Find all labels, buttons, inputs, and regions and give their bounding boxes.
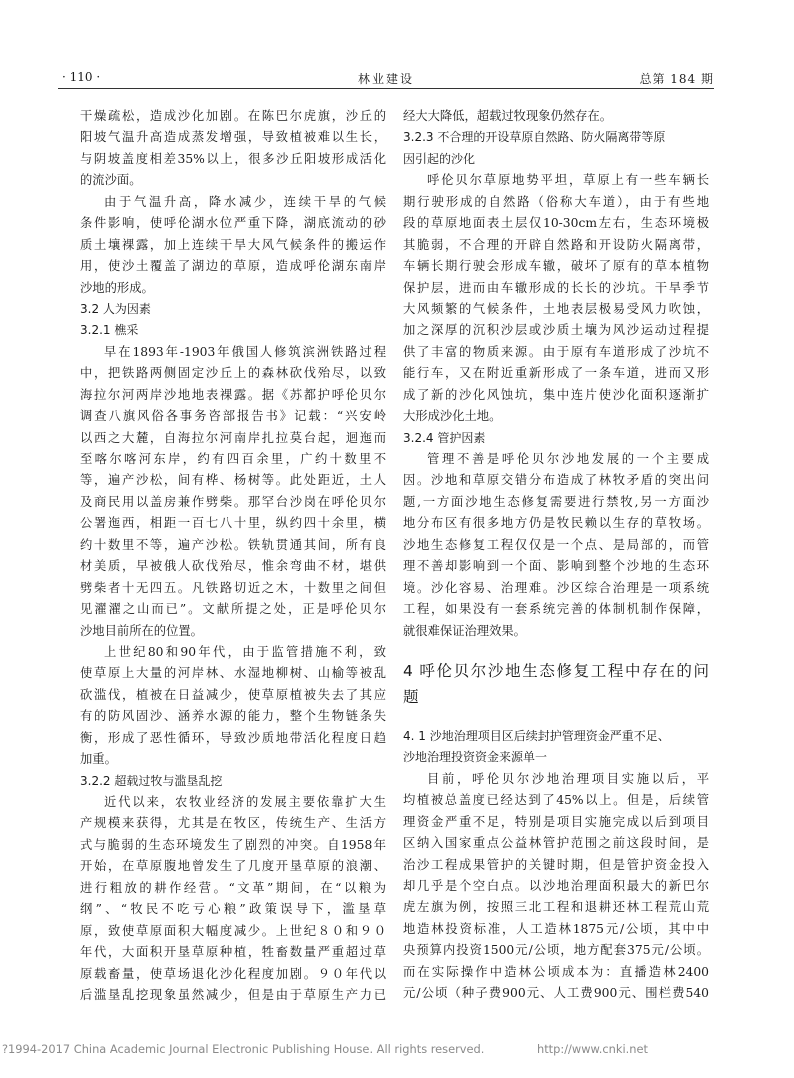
text-line: 与阴坡盖度相差35%以上，很多沙丘阳坡形成活化 <box>80 151 386 166</box>
subsection-heading: 3.2.1 樵采 <box>80 323 139 338</box>
text-line: 材美质，早被俄人砍伐殆尽，惟余弯曲不材，堪供 <box>80 559 386 574</box>
text-line: 其脆弱，不合理的开辟自然路和开设防火隔离带， <box>403 237 709 252</box>
journal-name: 林业建设 <box>357 72 414 86</box>
running-header <box>58 66 714 89</box>
text-line: 呼伦贝尔草原地势平坦，草原上有一些车辆长 <box>427 173 709 188</box>
text-line: 区纳入国家重点公益林管护范围之前这段时间，是 <box>403 836 709 851</box>
text-line: 治沙工程成果管护的关键时期，但是管护资金投入 <box>403 857 709 872</box>
subsection-heading: 3.2.2 超载过牧与滥垦乱挖 <box>80 773 223 788</box>
text-line: 阳坡气温升高造成蒸发增强，导致植被难以生长， <box>80 130 386 145</box>
text-line: 砍滥伐，植被在日益减少，使草原植被失去了其应 <box>80 687 386 702</box>
text-line: 开始，在草原腹地曾发生了几度开垦草原的浪潮、 <box>80 859 386 874</box>
text-line: 题,一方面沙地生态修复需要进行禁牧,另一方面沙 <box>403 494 709 509</box>
text-line: 纲”、“牧民不吃亏心粮”政策误导下，滥垦草 <box>80 902 386 917</box>
text-line: 后滥垦乱挖现象虽然减少，但是由于草原生产力已 <box>80 987 386 1002</box>
text-line: 中，把铁路两侧固定沙丘上的森林砍伐殆尽，以致 <box>80 366 386 381</box>
text-line: 管理不善是呼伦贝尔沙地发展的一个主要成 <box>427 452 709 466</box>
text-line: 地造林投资标准，人工造林1875元/公顷，其中中 <box>403 921 709 936</box>
subsection-heading: 4. 1 沙地治理项目区后续封护管理资金严重不足、 <box>403 728 670 743</box>
text-line: 年代，大面积开垦草原种植，牲畜数量严重超过草 <box>80 945 386 960</box>
text-line: 式与脆弱的生态环境发生了剧烈的冲突。自1958年 <box>80 837 386 852</box>
spacer <box>403 710 709 726</box>
text-line: 用，使沙土覆盖了湖边的草原，造成呼伦湖东南岸 <box>80 259 386 274</box>
text-line: 供了丰富的物质来源。由于原有车道形成了沙坑不 <box>403 344 709 359</box>
text-line: 沙地目前所在的位置。 <box>80 623 203 638</box>
subsection-heading: 3.2 人为因素 <box>80 301 151 316</box>
section-heading: 4 呼伦贝尔沙地生态修复工程中存在的问 <box>403 661 709 680</box>
text-line: 工程，如果没有一套系统完善的体制机制作保障， <box>403 602 709 617</box>
text-line: 能行车，又在附近重新形成了一条车道，进而又形 <box>403 366 709 381</box>
text-line: 的流沙面。 <box>80 173 142 188</box>
left-column <box>80 106 386 1006</box>
text-line: 沙地生态修复工程仅仅是一个点、是局部的，而管 <box>403 537 709 552</box>
text-line: 因。沙地和草原交错分布造成了林牧矛盾的突出问 <box>403 473 709 488</box>
page-number: · 110 · <box>62 70 101 84</box>
text-line: 加重。 <box>80 752 117 767</box>
text-line: 进行粗放的耕作经营。“文革”期间，在“以粮为 <box>80 880 386 895</box>
spacer <box>403 642 709 658</box>
copyright-notice: ?1994-2017 China Academic Journal Electronic Publishing House. All rights reserved. <box>2 1042 485 1056</box>
text-line: 上世纪80和90年代，由于监管措施不利，致 <box>104 644 386 659</box>
text-line: 条件影响，使呼伦湖水位严重下降，湖底流动的砂 <box>80 216 386 231</box>
site-url[interactable]: http://www.cnki.net <box>537 1042 648 1056</box>
text-line: 理不善却影响到一个面、影响到整个沙地的生态环 <box>403 559 709 574</box>
text-line: 至喀尔喀河东岸，约有四百余里，广约十数里不 <box>80 452 386 466</box>
text-line: 虎左旗为例，按照三北工程和退耕还林工程荒山荒 <box>403 900 709 915</box>
issue-number: 总第 184 期 <box>639 72 714 86</box>
text-line: 质土壤裸露，加上连续干旱大风气候条件的搬运作 <box>80 237 386 252</box>
text-line: 地分布区有很多地方仍是牧民赖以生存的草牧场。 <box>403 516 709 531</box>
text-line: 理资金严重不足，特别是项目实施完成以后到项目 <box>403 814 709 829</box>
text-line: 段的草原地面表土层仅10-30cm左右，生态环境极 <box>403 216 709 231</box>
text-line: 劈柴者十无四五。凡铁路切近之木，十数里之间但 <box>80 580 386 595</box>
text-line: 大风频繁的气候条件，土地表层极易受风力吹蚀， <box>403 301 709 316</box>
text-line: 产规模来获得，尤其是在牧区，传统生产、生活方 <box>80 816 386 831</box>
text-line: 早在1893年-1903年俄国人修筑滨洲铁路过程 <box>104 344 386 359</box>
text-line: 沙地的形成。 <box>80 280 154 295</box>
text-line: 大形成沙化土地。 <box>403 409 502 424</box>
text-line: 由于气温升高，降水减少，连续干旱的气候 <box>104 194 386 209</box>
text-line: 目前，呼伦贝尔沙地治理项目实施以后，平 <box>427 771 709 786</box>
text-line: 近代以来，农牧业经济的发展主要依靠扩大生 <box>104 795 386 809</box>
text-line: 保护层，进而由车辙形成的长长的沙坑。干旱季节 <box>403 280 709 295</box>
text-line: 而在实际操作中造林公顷成本为：直播造林2400 <box>403 964 709 979</box>
text-line: 公署迤西，相距一百七八十里，纵约四十余里，横 <box>80 516 386 531</box>
text-line: 见濯濯之山而已”。文献所提之处，正是呼伦贝尔 <box>80 602 386 617</box>
text-line: 约十数里不等，遍产沙松。铁轨贯通其间，所有良 <box>80 537 386 552</box>
text-line: 元/公顷（种子费900元、人工费900元、围栏费540 <box>403 986 709 1001</box>
text-line: 干燥疏松，造成沙化加剧。在陈巴尔虎旗，沙丘的 <box>80 109 386 123</box>
text-line: 等，遍产沙松，间有桦、杨树等。此处距近，土人 <box>80 473 386 488</box>
text-line: 原载畜量，使草场退化沙化程度加剧。９０年代以 <box>80 966 386 981</box>
text-line: 车辆长期行驶会形成车辙，破坏了原有的草本植物 <box>403 259 709 274</box>
text-line: 调查八旗风俗各事务咨部报告书》记载：“兴安岭 <box>80 409 386 424</box>
section-heading: 题 <box>403 687 419 706</box>
text-line: 经大大降低，超载过牧现象仍然存在。 <box>403 109 613 123</box>
text-line: 均植被总盖度已经达到了45%以上。但是，后续管 <box>403 793 709 808</box>
subsection-heading: 沙地治理投资资金来源单一 <box>403 750 548 765</box>
subsection-heading: 因引起的沙化 <box>403 151 476 166</box>
text-line: 原，致使草原面积大幅度减少。上世纪８０和９０ <box>80 923 386 938</box>
text-line: 有的防风固沙、涵养水源的能力，整个生物链条失 <box>80 709 386 724</box>
text-line: 加之深厚的沉积沙层或沙质土壤为风沙运动过程提 <box>403 323 709 338</box>
text-line: 以西之大麓，自海拉尔河南岸扎拉莫台起，迴迤而 <box>80 430 386 445</box>
text-line: 衡，形成了恶性循环，导致沙质地带活化程度日趋 <box>80 730 386 745</box>
text-line: 使草原上大量的河岸林、水湿地柳树、山榆等被乱 <box>80 666 386 681</box>
text-line: 期行驶形成的自然路（俗称大车道），由于有些地 <box>403 194 709 209</box>
right-column <box>403 106 709 1005</box>
text-line: 成了新的沙化风蚀坑，集中连片使沙化面积逐渐扩 <box>403 387 709 402</box>
text-line: 境。沙化容易、治理难。沙区综合治理是一项系统 <box>403 580 709 595</box>
text-line: 央预算内投资1500元/公顷，地方配套375元/公顷。 <box>403 943 709 958</box>
text-line: 就很难保证治理效果。 <box>403 623 526 638</box>
subsection-heading: 3.2.3 不合理的开设草原自然路、防火隔离带等原 <box>403 130 666 145</box>
text-line: 及商民用以盖房兼作劈柴。那罕台沙岗在呼伦贝尔 <box>80 494 386 509</box>
text-line: 海拉尔河两岸沙地地表裸露。据《苏都护呼伦贝尔 <box>80 387 386 402</box>
text-line: 却几乎是个空白点。以沙地治理面积最大的新巴尔 <box>403 879 709 893</box>
subsection-heading: 3.2.4 管护因素 <box>403 430 486 445</box>
